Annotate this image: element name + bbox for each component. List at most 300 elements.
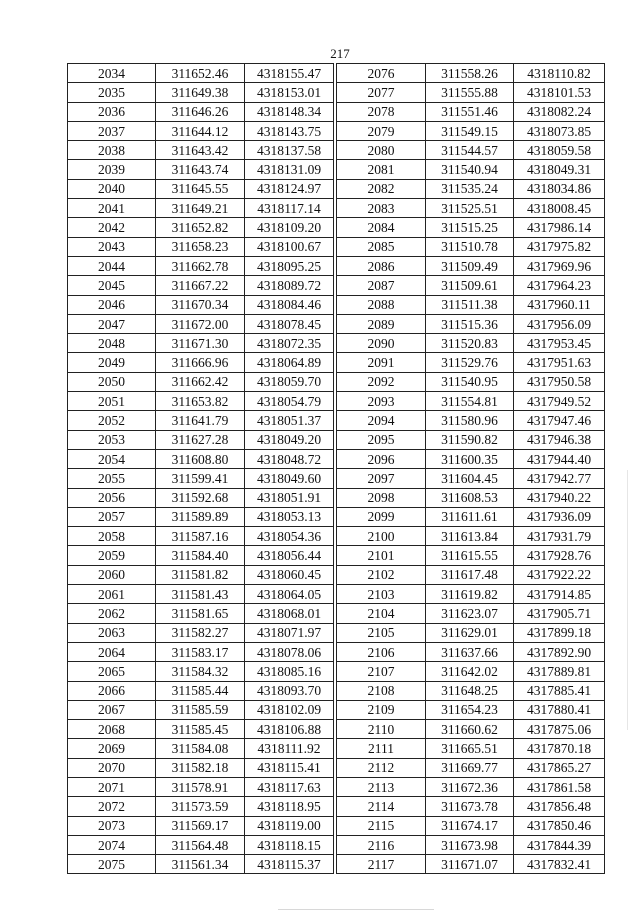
table-row — [337, 256, 605, 275]
y-coordinate-cell: 4318110.82 — [514, 64, 605, 83]
y-coordinate-cell: 4318118.95 — [245, 797, 334, 816]
point-id-cell: 2082 — [337, 179, 426, 198]
x-coordinate-cell: 311585.45 — [156, 720, 245, 739]
point-id-cell: 2054 — [68, 449, 156, 468]
y-coordinate-cell: 4317942.77 — [514, 469, 605, 488]
y-coordinate-cell: 4317865.27 — [514, 758, 605, 777]
point-id-cell: 2101 — [337, 546, 426, 565]
x-coordinate-cell: 311589.89 — [156, 507, 245, 526]
x-coordinate-cell: 311666.96 — [156, 353, 245, 372]
x-coordinate-cell: 311649.21 — [156, 199, 245, 218]
table-row — [68, 314, 334, 333]
x-coordinate-cell: 311608.80 — [156, 449, 245, 468]
point-id-cell: 2103 — [337, 585, 426, 604]
point-id-cell: 2088 — [337, 295, 426, 314]
y-coordinate-cell: 4318056.44 — [245, 546, 334, 565]
x-coordinate-cell: 311627.28 — [156, 430, 245, 449]
x-coordinate-cell: 311540.95 — [426, 372, 514, 391]
point-id-cell: 2066 — [68, 681, 156, 700]
x-coordinate-cell: 311569.17 — [156, 816, 245, 835]
x-coordinate-cell: 311554.81 — [426, 392, 514, 411]
x-coordinate-cell: 311643.42 — [156, 141, 245, 160]
y-coordinate-cell: 4317956.09 — [514, 314, 605, 333]
table-row — [68, 507, 334, 526]
y-coordinate-cell: 4318100.67 — [245, 237, 334, 256]
y-coordinate-cell: 4317914.85 — [514, 585, 605, 604]
x-coordinate-cell: 311585.59 — [156, 700, 245, 719]
x-coordinate-cell: 311573.59 — [156, 797, 245, 816]
x-coordinate-cell: 311660.62 — [426, 720, 514, 739]
point-id-cell: 2078 — [337, 102, 426, 121]
table-row — [68, 449, 334, 468]
table-row — [337, 276, 605, 295]
point-id-cell: 2072 — [68, 797, 156, 816]
point-id-cell: 2093 — [337, 392, 426, 411]
table-row — [337, 372, 605, 391]
x-coordinate-cell: 311644.12 — [156, 121, 245, 140]
point-id-cell: 2071 — [68, 777, 156, 796]
y-coordinate-cell: 4318131.09 — [245, 160, 334, 179]
x-coordinate-cell: 311665.51 — [426, 739, 514, 758]
table-row — [68, 276, 334, 295]
point-id-cell: 2039 — [68, 160, 156, 179]
y-coordinate-cell: 4318124.97 — [245, 179, 334, 198]
table-row — [68, 256, 334, 275]
y-coordinate-cell: 4318089.72 — [245, 276, 334, 295]
y-coordinate-cell: 4318143.75 — [245, 121, 334, 140]
point-id-cell: 2060 — [68, 565, 156, 584]
y-coordinate-cell: 4318119.00 — [245, 816, 334, 835]
y-coordinate-cell: 4317892.90 — [514, 642, 605, 661]
point-id-cell: 2100 — [337, 527, 426, 546]
point-id-cell: 2097 — [337, 469, 426, 488]
coordinate-tables — [67, 63, 605, 874]
x-coordinate-cell: 311619.82 — [426, 585, 514, 604]
x-coordinate-cell: 311584.40 — [156, 546, 245, 565]
table-row — [68, 758, 334, 777]
y-coordinate-cell: 4318085.16 — [245, 662, 334, 681]
point-id-cell: 2079 — [337, 121, 426, 140]
x-coordinate-cell: 311578.91 — [156, 777, 245, 796]
table-row — [337, 141, 605, 160]
table-row — [337, 835, 605, 854]
point-id-cell: 2087 — [337, 276, 426, 295]
y-coordinate-cell: 4318137.58 — [245, 141, 334, 160]
table-row — [337, 546, 605, 565]
table-row — [337, 179, 605, 198]
point-id-cell: 2043 — [68, 237, 156, 256]
x-coordinate-cell: 311617.48 — [426, 565, 514, 584]
table-row — [68, 199, 334, 218]
table-row — [68, 295, 334, 314]
table-row — [68, 527, 334, 546]
table-row — [68, 160, 334, 179]
point-id-cell: 2095 — [337, 430, 426, 449]
x-coordinate-cell: 311587.16 — [156, 527, 245, 546]
point-id-cell: 2047 — [68, 314, 156, 333]
y-coordinate-cell: 4317905.71 — [514, 604, 605, 623]
y-coordinate-cell: 4318109.20 — [245, 218, 334, 237]
table-row — [337, 295, 605, 314]
table-row — [68, 604, 334, 623]
y-coordinate-cell: 4317947.46 — [514, 411, 605, 430]
x-coordinate-cell: 311561.34 — [156, 855, 245, 874]
table-row — [337, 777, 605, 796]
table-row — [68, 218, 334, 237]
x-coordinate-cell: 311649.38 — [156, 83, 245, 102]
y-coordinate-cell: 4318051.37 — [245, 411, 334, 430]
point-id-cell: 2061 — [68, 585, 156, 604]
point-id-cell: 2096 — [337, 449, 426, 468]
table-row — [337, 681, 605, 700]
coordinate-table-right — [336, 63, 605, 874]
table-row — [337, 604, 605, 623]
point-id-cell: 2083 — [337, 199, 426, 218]
y-coordinate-cell: 4317832.41 — [514, 855, 605, 874]
point-id-cell: 2099 — [337, 507, 426, 526]
point-id-cell: 2117 — [337, 855, 426, 874]
x-coordinate-cell: 311583.17 — [156, 642, 245, 661]
x-coordinate-cell: 311673.78 — [426, 797, 514, 816]
x-coordinate-cell: 311604.45 — [426, 469, 514, 488]
table-row — [337, 720, 605, 739]
scan-edge-line — [627, 470, 628, 730]
point-id-cell: 2094 — [337, 411, 426, 430]
y-coordinate-cell: 4318008.45 — [514, 199, 605, 218]
x-coordinate-cell: 311592.68 — [156, 488, 245, 507]
table-row — [337, 700, 605, 719]
table-row — [68, 469, 334, 488]
table-row — [68, 64, 334, 83]
x-coordinate-cell: 311662.42 — [156, 372, 245, 391]
y-coordinate-cell: 4318084.46 — [245, 295, 334, 314]
x-coordinate-cell: 311615.55 — [426, 546, 514, 565]
table-row — [337, 199, 605, 218]
y-coordinate-cell: 4318054.36 — [245, 527, 334, 546]
point-id-cell: 2038 — [68, 141, 156, 160]
x-coordinate-cell: 311629.01 — [426, 623, 514, 642]
table-row — [337, 353, 605, 372]
y-coordinate-cell: 4317880.41 — [514, 700, 605, 719]
table-row — [337, 449, 605, 468]
y-coordinate-cell: 4318118.15 — [245, 835, 334, 854]
table-row — [337, 662, 605, 681]
y-coordinate-cell: 4318148.34 — [245, 102, 334, 121]
table-row — [68, 430, 334, 449]
point-id-cell: 2107 — [337, 662, 426, 681]
table-row — [337, 218, 605, 237]
x-coordinate-cell: 311662.78 — [156, 256, 245, 275]
y-coordinate-cell: 4318115.41 — [245, 758, 334, 777]
coordinate-table-left — [67, 63, 334, 874]
x-coordinate-cell: 311608.53 — [426, 488, 514, 507]
point-id-cell: 2037 — [68, 121, 156, 140]
x-coordinate-cell: 311599.41 — [156, 469, 245, 488]
y-coordinate-cell: 4317875.06 — [514, 720, 605, 739]
x-coordinate-cell: 311584.08 — [156, 739, 245, 758]
table-row — [337, 392, 605, 411]
x-coordinate-cell: 311555.88 — [426, 83, 514, 102]
x-coordinate-cell: 311540.94 — [426, 160, 514, 179]
point-id-cell: 2115 — [337, 816, 426, 835]
point-id-cell: 2046 — [68, 295, 156, 314]
y-coordinate-cell: 4318068.01 — [245, 604, 334, 623]
point-id-cell: 2074 — [68, 835, 156, 854]
y-coordinate-cell: 4318064.89 — [245, 353, 334, 372]
x-coordinate-cell: 311544.57 — [426, 141, 514, 160]
point-id-cell: 2045 — [68, 276, 156, 295]
table-row — [68, 565, 334, 584]
table-row — [337, 83, 605, 102]
x-coordinate-cell: 311654.23 — [426, 700, 514, 719]
x-coordinate-cell: 311549.15 — [426, 121, 514, 140]
point-id-cell: 2069 — [68, 739, 156, 758]
x-coordinate-cell: 311510.78 — [426, 237, 514, 256]
y-coordinate-cell: 4318102.09 — [245, 700, 334, 719]
table-row — [337, 430, 605, 449]
point-id-cell: 2051 — [68, 392, 156, 411]
table-row — [337, 758, 605, 777]
point-id-cell: 2064 — [68, 642, 156, 661]
point-id-cell: 2049 — [68, 353, 156, 372]
point-id-cell: 2041 — [68, 199, 156, 218]
y-coordinate-cell: 4317946.38 — [514, 430, 605, 449]
point-id-cell: 2052 — [68, 411, 156, 430]
table-row — [337, 642, 605, 661]
point-id-cell: 2084 — [337, 218, 426, 237]
y-coordinate-cell: 4318115.37 — [245, 855, 334, 874]
x-coordinate-cell: 311613.84 — [426, 527, 514, 546]
point-id-cell: 2113 — [337, 777, 426, 796]
table-row — [68, 372, 334, 391]
x-coordinate-cell: 311672.36 — [426, 777, 514, 796]
x-coordinate-cell: 311525.51 — [426, 199, 514, 218]
x-coordinate-cell: 311564.48 — [156, 835, 245, 854]
table-row — [337, 314, 605, 333]
point-id-cell: 2036 — [68, 102, 156, 121]
x-coordinate-cell: 311551.46 — [426, 102, 514, 121]
coordinate-table-right-body — [337, 64, 605, 874]
x-coordinate-cell: 311642.02 — [426, 662, 514, 681]
point-id-cell: 2111 — [337, 739, 426, 758]
x-coordinate-cell: 311509.61 — [426, 276, 514, 295]
x-coordinate-cell: 311590.82 — [426, 430, 514, 449]
coordinate-table-left-body — [68, 64, 334, 874]
point-id-cell: 2057 — [68, 507, 156, 526]
y-coordinate-cell: 4318059.58 — [514, 141, 605, 160]
table-row — [337, 469, 605, 488]
y-coordinate-cell: 4318111.92 — [245, 739, 334, 758]
y-coordinate-cell: 4317889.81 — [514, 662, 605, 681]
table-row — [68, 662, 334, 681]
y-coordinate-cell: 4317944.40 — [514, 449, 605, 468]
table-row — [68, 700, 334, 719]
y-coordinate-cell: 4318049.20 — [245, 430, 334, 449]
y-coordinate-cell: 4318078.06 — [245, 642, 334, 661]
x-coordinate-cell: 311581.43 — [156, 585, 245, 604]
table-row — [68, 623, 334, 642]
table-row — [68, 102, 334, 121]
x-coordinate-cell: 311581.82 — [156, 565, 245, 584]
table-row — [68, 334, 334, 353]
y-coordinate-cell: 4317969.96 — [514, 256, 605, 275]
y-coordinate-cell: 4317960.11 — [514, 295, 605, 314]
table-row — [337, 797, 605, 816]
y-coordinate-cell: 4317885.41 — [514, 681, 605, 700]
x-coordinate-cell: 311643.74 — [156, 160, 245, 179]
table-row — [68, 835, 334, 854]
point-id-cell: 2075 — [68, 855, 156, 874]
table-row — [337, 585, 605, 604]
point-id-cell: 2077 — [337, 83, 426, 102]
point-id-cell: 2092 — [337, 372, 426, 391]
y-coordinate-cell: 4317936.09 — [514, 507, 605, 526]
table-row — [68, 141, 334, 160]
table-row — [337, 507, 605, 526]
table-row — [68, 353, 334, 372]
point-id-cell: 2106 — [337, 642, 426, 661]
x-coordinate-cell: 311648.25 — [426, 681, 514, 700]
x-coordinate-cell: 311637.66 — [426, 642, 514, 661]
point-id-cell: 2102 — [337, 565, 426, 584]
x-coordinate-cell: 311584.32 — [156, 662, 245, 681]
y-coordinate-cell: 4318071.97 — [245, 623, 334, 642]
y-coordinate-cell: 4317899.18 — [514, 623, 605, 642]
table-row — [68, 237, 334, 256]
table-row — [337, 121, 605, 140]
y-coordinate-cell: 4317850.46 — [514, 816, 605, 835]
y-coordinate-cell: 4318059.70 — [245, 372, 334, 391]
point-id-cell: 2098 — [337, 488, 426, 507]
x-coordinate-cell: 311669.77 — [426, 758, 514, 777]
y-coordinate-cell: 4318117.63 — [245, 777, 334, 796]
table-row — [68, 488, 334, 507]
x-coordinate-cell: 311529.76 — [426, 353, 514, 372]
y-coordinate-cell: 4318101.53 — [514, 83, 605, 102]
y-coordinate-cell: 4318153.01 — [245, 83, 334, 102]
y-coordinate-cell: 4318053.13 — [245, 507, 334, 526]
table-row — [68, 739, 334, 758]
x-coordinate-cell: 311585.44 — [156, 681, 245, 700]
point-id-cell: 2063 — [68, 623, 156, 642]
scan-edge-line — [278, 909, 434, 910]
x-coordinate-cell: 311511.38 — [426, 295, 514, 314]
table-row — [337, 527, 605, 546]
table-row — [337, 739, 605, 758]
y-coordinate-cell: 4318106.88 — [245, 720, 334, 739]
x-coordinate-cell: 311645.55 — [156, 179, 245, 198]
table-row — [337, 64, 605, 83]
point-id-cell: 2091 — [337, 353, 426, 372]
table-row — [337, 855, 605, 874]
x-coordinate-cell: 311652.82 — [156, 218, 245, 237]
point-id-cell: 2109 — [337, 700, 426, 719]
x-coordinate-cell: 311641.79 — [156, 411, 245, 430]
point-id-cell: 2070 — [68, 758, 156, 777]
x-coordinate-cell: 311674.17 — [426, 816, 514, 835]
point-id-cell: 2055 — [68, 469, 156, 488]
point-id-cell: 2081 — [337, 160, 426, 179]
table-row — [337, 565, 605, 584]
table-row — [68, 681, 334, 700]
y-coordinate-cell: 4317940.22 — [514, 488, 605, 507]
point-id-cell: 2114 — [337, 797, 426, 816]
point-id-cell: 2059 — [68, 546, 156, 565]
y-coordinate-cell: 4317861.58 — [514, 777, 605, 796]
table-row — [68, 720, 334, 739]
table-row — [337, 488, 605, 507]
y-coordinate-cell: 4317953.45 — [514, 334, 605, 353]
y-coordinate-cell: 4317951.63 — [514, 353, 605, 372]
y-coordinate-cell: 4317928.76 — [514, 546, 605, 565]
y-coordinate-cell: 4317950.58 — [514, 372, 605, 391]
y-coordinate-cell: 4318155.47 — [245, 64, 334, 83]
point-id-cell: 2110 — [337, 720, 426, 739]
x-coordinate-cell: 311535.24 — [426, 179, 514, 198]
x-coordinate-cell: 311653.82 — [156, 392, 245, 411]
point-id-cell: 2062 — [68, 604, 156, 623]
point-id-cell: 2086 — [337, 256, 426, 275]
table-row — [68, 797, 334, 816]
x-coordinate-cell: 311667.22 — [156, 276, 245, 295]
y-coordinate-cell: 4317922.22 — [514, 565, 605, 584]
table-row — [68, 642, 334, 661]
point-id-cell: 2035 — [68, 83, 156, 102]
point-id-cell: 2116 — [337, 835, 426, 854]
x-coordinate-cell: 311582.18 — [156, 758, 245, 777]
page-number: 217 — [330, 46, 350, 61]
point-id-cell: 2112 — [337, 758, 426, 777]
point-id-cell: 2048 — [68, 334, 156, 353]
x-coordinate-cell: 311600.35 — [426, 449, 514, 468]
table-row — [68, 411, 334, 430]
point-id-cell: 2065 — [68, 662, 156, 681]
table-row — [68, 546, 334, 565]
x-coordinate-cell: 311611.61 — [426, 507, 514, 526]
point-id-cell: 2056 — [68, 488, 156, 507]
x-coordinate-cell: 311558.26 — [426, 64, 514, 83]
point-id-cell: 2034 — [68, 64, 156, 83]
table-row — [337, 237, 605, 256]
x-coordinate-cell: 311673.98 — [426, 835, 514, 854]
point-id-cell: 2104 — [337, 604, 426, 623]
y-coordinate-cell: 4317964.23 — [514, 276, 605, 295]
y-coordinate-cell: 4317931.79 — [514, 527, 605, 546]
x-coordinate-cell: 311582.27 — [156, 623, 245, 642]
point-id-cell: 2050 — [68, 372, 156, 391]
table-row — [337, 334, 605, 353]
table-row — [68, 121, 334, 140]
x-coordinate-cell: 311652.46 — [156, 64, 245, 83]
y-coordinate-cell: 4318054.79 — [245, 392, 334, 411]
point-id-cell: 2044 — [68, 256, 156, 275]
y-coordinate-cell: 4318073.85 — [514, 121, 605, 140]
y-coordinate-cell: 4318082.24 — [514, 102, 605, 121]
point-id-cell: 2089 — [337, 314, 426, 333]
x-coordinate-cell: 311515.25 — [426, 218, 514, 237]
point-id-cell: 2040 — [68, 179, 156, 198]
point-id-cell: 2105 — [337, 623, 426, 642]
table-row — [337, 411, 605, 430]
y-coordinate-cell: 4317844.39 — [514, 835, 605, 854]
y-coordinate-cell: 4317975.82 — [514, 237, 605, 256]
table-row — [68, 777, 334, 796]
y-coordinate-cell: 4318117.14 — [245, 199, 334, 218]
y-coordinate-cell: 4318049.31 — [514, 160, 605, 179]
y-coordinate-cell: 4318064.05 — [245, 585, 334, 604]
y-coordinate-cell: 4318093.70 — [245, 681, 334, 700]
point-id-cell: 2073 — [68, 816, 156, 835]
